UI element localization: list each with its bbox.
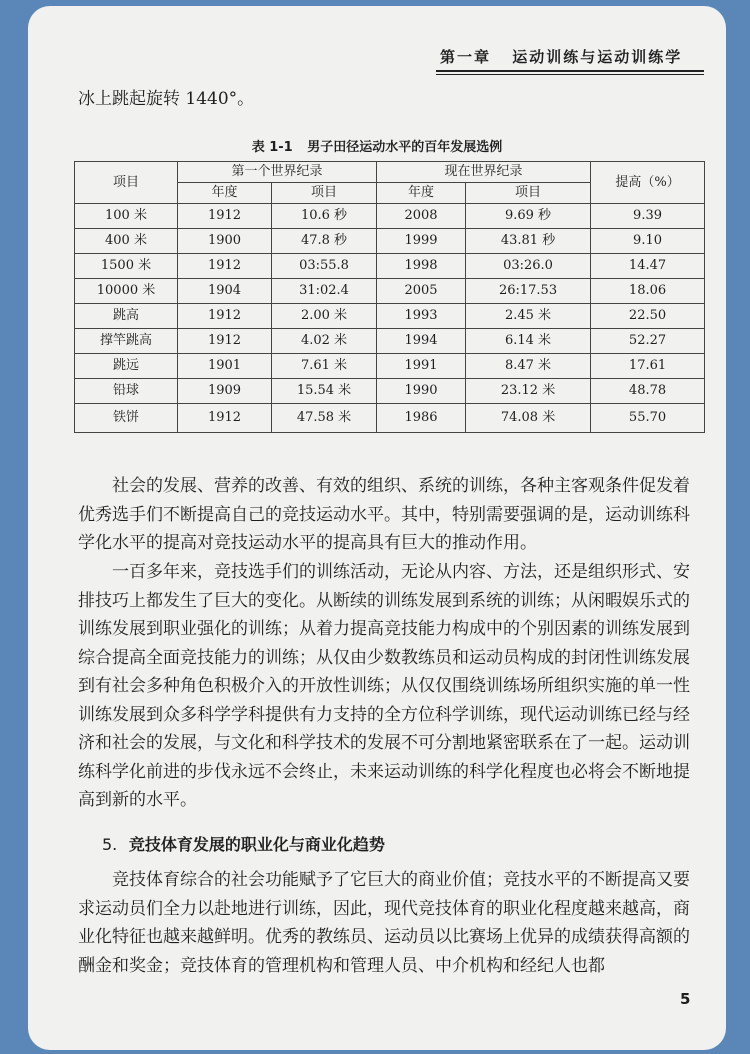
table-row [75,379,705,404]
section-number: 5. [102,835,118,854]
header-rule-thin [436,74,704,75]
cell-current-result: 9.69 秒 [466,204,591,229]
cell-current-result: 43.81 秒 [466,229,591,254]
cell-event: 1500 米 [75,254,178,279]
cell-improvement: 52.27 [591,329,705,354]
table-number: 表 1-1 [251,140,293,155]
table-row [75,304,705,329]
cell-first-year: 1900 [178,229,272,254]
cell-event: 跳高 [75,304,178,329]
cell-current-year: 2008 [377,204,466,229]
cell-current-year: 1999 [377,229,466,254]
cell-first-result: 7.61 米 [272,354,377,379]
paragraph-2-text: 一百多年来，竞技选手们的训练活动，无论从内容、方法，还是组织形式、安排技巧上都发生了巨大的变化。从断续的训练发展到系统的训练；从闲暇娱乐式的训练发展到职业强化的训练；从着力提高竞技能力构成中的个别因素的训练发展到综合提高全面竞技能力的训练；从仅由少数教练员和运动员构成的封闭性训练发展到有社会多种角色积极介入的开放性训练；从仅仅围绕训练场所组织实施的单一性训练发展到众多科学学科提供有力支持的全方位科学训练，现代运动训练已经与经济和社会的发展，与文化和科学技术的发展不可分割地紧密联系在了一起。运动训练科学化前进的步伐永远不会终止，未来运动训练的科学化程度也必将会不断地提高到新的水平。 [78,562,690,810]
header-current-year: 年度 [377,183,466,204]
cell-first-year: 1912 [178,404,272,433]
paragraph-3 [78,866,690,980]
chapter-label: 第一章 [440,48,492,66]
cell-current-result: 8.47 米 [466,354,591,379]
cell-improvement: 55.70 [591,404,705,433]
paragraph-1-text: 社会的发展、营养的改善、有效的组织、系统的训练，各种主客观条件促发着优秀选手们不断提高自己的竞技运动水平。其中，特别需要强调的是，运动训练科学化水平的提高对竞技运动水平的提高具有巨大的推动作用。 [78,476,690,553]
cell-improvement: 14.47 [591,254,705,279]
cell-improvement: 48.78 [591,379,705,404]
cell-first-result: 03:55.8 [272,254,377,279]
cell-first-result: 4.02 米 [272,329,377,354]
cell-current-year: 2005 [377,279,466,304]
cell-first-result: 10.6 秒 [272,204,377,229]
cell-first-year: 1904 [178,279,272,304]
header-item: 项目 [75,162,178,204]
table-row [75,204,705,229]
cell-current-result: 2.45 米 [466,304,591,329]
cell-event: 跳远 [75,354,178,379]
cell-current-result: 23.12 米 [466,379,591,404]
cell-event: 撑竿跳高 [75,329,178,354]
table-row [75,279,705,304]
paragraph-2 [78,558,690,815]
cell-event: 铁饼 [75,404,178,433]
table-row [75,354,705,379]
book-page [28,6,726,1050]
table-title: 男子田径运动水平的百年发展选例 [307,140,503,155]
cell-first-result: 47.8 秒 [272,229,377,254]
cell-event: 100 米 [75,204,178,229]
table-row [75,404,705,433]
cell-first-result: 2.00 米 [272,304,377,329]
cell-first-year: 1912 [178,304,272,329]
cell-first-year: 1912 [178,329,272,354]
cell-improvement: 18.06 [591,279,705,304]
cell-improvement: 22.50 [591,304,705,329]
chapter-title: 运动训练与运动训练学 [512,48,683,66]
cell-event: 400 米 [75,229,178,254]
cell-improvement: 9.10 [591,229,705,254]
table-caption [28,136,726,155]
cell-current-result: 03:26.0 [466,254,591,279]
cell-first-year: 1912 [178,254,272,279]
header-rule-thick [436,70,704,72]
cell-first-result: 31:02.4 [272,279,377,304]
intro-line: 冰上跳起旋转 1440°。 [78,89,255,109]
cell-current-year: 1998 [377,254,466,279]
cell-first-result: 47.58 米 [272,404,377,433]
cell-first-year: 1909 [178,379,272,404]
cell-current-year: 1986 [377,404,466,433]
cell-current-year: 1991 [377,354,466,379]
cell-improvement: 17.61 [591,354,705,379]
paragraph-1 [78,472,690,558]
header-first-record: 第一个世界纪录 [178,162,377,183]
header-first-year: 年度 [178,183,272,204]
header-current-result: 项目 [466,183,591,204]
cell-current-result: 6.14 米 [466,329,591,354]
table-row [75,229,705,254]
table-row [75,254,705,279]
cell-first-year: 1912 [178,204,272,229]
cell-first-result: 15.54 米 [272,379,377,404]
paragraph-3-text: 竞技体育综合的社会功能赋予了它巨大的商业价值；竞技水平的不断提高又要求运动员们全力以赴地进行训练，因此，现代竞技体育的职业化程度越来越高，商业化特征也越来越鲜明。优秀的教练员、运动员以比赛场上优异的成绩获得高额的酬金和奖金；竞技体育的管理机构和管理人员、中介机构和经纪人也都 [78,870,690,976]
page-number: 5 [680,990,691,1008]
section-title: 竞技体育发展的职业化与商业化趋势 [128,835,385,854]
header-current-record: 现在世界纪录 [377,162,591,183]
running-header [440,46,682,67]
header-improvement: 提高（%） [591,162,705,204]
cell-event: 10000 米 [75,279,178,304]
record-table [74,161,705,433]
table-row [75,329,705,354]
section-heading [102,832,385,855]
cell-improvement: 9.39 [591,204,705,229]
cell-current-year: 1990 [377,379,466,404]
header-first-result: 项目 [272,183,377,204]
cell-current-result: 26:17.53 [466,279,591,304]
cell-current-result: 74.08 米 [466,404,591,433]
cell-event: 铅球 [75,379,178,404]
cell-current-year: 1993 [377,304,466,329]
cell-first-year: 1901 [178,354,272,379]
cell-current-year: 1994 [377,329,466,354]
